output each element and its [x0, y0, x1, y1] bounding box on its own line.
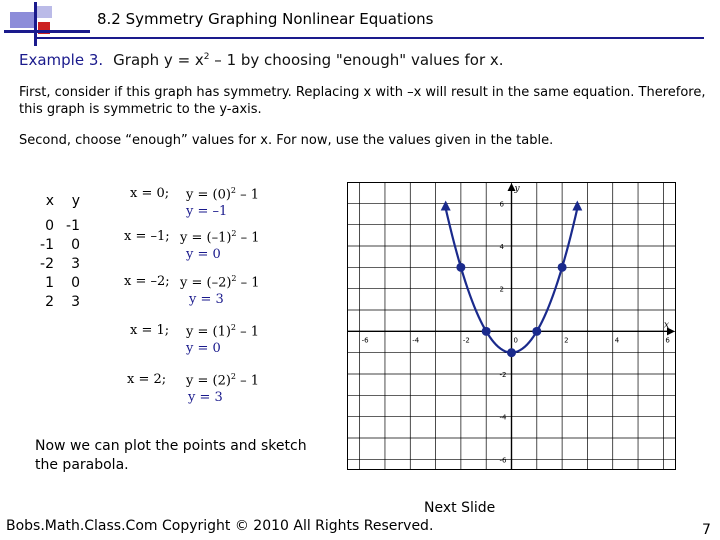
table-row: [28, 236, 80, 255]
y-tick-label: 2: [499, 285, 504, 294]
work-exponent: 2: [231, 229, 237, 238]
x-tick-label: 6: [665, 336, 670, 345]
work-equation: [186, 186, 259, 202]
parabola-graph: [347, 182, 676, 470]
plotted-point: [507, 348, 516, 357]
table-header-row: [28, 192, 80, 211]
table-header-x: x: [45, 193, 54, 209]
work-substitution: [124, 274, 170, 289]
work-equation: [180, 274, 260, 290]
work-equation-tail: – 1: [236, 324, 260, 340]
table-cell-x: -1: [40, 237, 54, 253]
next-slide-link[interactable]: Next Slide: [424, 500, 496, 516]
copyright-footer: Bobs.Math.Class.Com Copyright © 2010 All Rights Reserved.: [6, 518, 434, 534]
work-equation-base: y = (2): [186, 373, 231, 389]
y-tick-label: -4: [499, 413, 507, 422]
plot-note: Now we can plot the points and sketch the parabola.: [35, 438, 307, 473]
work-equation-base: y = (1): [186, 324, 231, 340]
values-paragraph: Second, choose “enough” values for x. For now, use the values given in the table.: [19, 133, 554, 148]
work-equation-tail: – 1: [236, 275, 260, 291]
plotted-point: [456, 263, 465, 272]
title-divider: [36, 37, 704, 39]
work-substitution: [127, 372, 166, 387]
curve-arrow-icon: [572, 200, 582, 210]
page-number: 7: [702, 522, 711, 538]
work-exponent: 2: [231, 274, 237, 283]
work-x-value: x = –1;: [124, 229, 170, 244]
y-tick-label: 6: [499, 200, 504, 209]
work-exponent: 2: [230, 372, 237, 381]
example-heading: [19, 51, 504, 69]
work-equation: [180, 229, 260, 245]
y-tick-label: 4: [499, 243, 504, 251]
y-tick-label: -2: [499, 371, 507, 379]
x-tick-label: 0: [513, 336, 518, 345]
plotted-point: [558, 263, 567, 272]
table-cell-y: 0: [71, 237, 80, 253]
work-result-value: y = –1: [186, 204, 228, 219]
table-header-y: y: [71, 193, 80, 209]
work-result: [188, 390, 223, 405]
work-result-value: y = 3: [188, 390, 223, 405]
y-tick-label: -6: [499, 456, 507, 465]
work-x-value: x = –2;: [124, 274, 170, 289]
table-row: [28, 293, 80, 312]
work-result: [186, 247, 221, 262]
curve-arrow-icon: [441, 200, 451, 210]
x-tick-label: 4: [614, 336, 620, 345]
table-cell-x: -2: [40, 256, 54, 272]
work-substitution: [130, 323, 169, 338]
example-label: Example 3.: [19, 51, 104, 69]
work-result-value: y = 0: [186, 247, 221, 262]
x-tick-label: -2: [462, 336, 470, 345]
work-x-value: x = 2;: [127, 372, 167, 387]
work-exponent: 2: [230, 323, 237, 332]
work-equation-base: y = (0): [186, 187, 231, 203]
x-tick-label: -4: [412, 336, 420, 345]
example-text-b: – 1 by choosing "enough" values for x.: [209, 51, 504, 69]
table-row: [28, 274, 80, 293]
table-cell-x: 1: [45, 275, 54, 291]
table-row: [28, 217, 80, 236]
symmetry-paragraph: First, consider if this graph has symmetry. Replacing x with –x will result in the same equation. Therefore, this graph is symmetric to the y-axis.: [19, 85, 706, 117]
work-equation: [186, 323, 259, 339]
slide-logo: [0, 0, 90, 50]
table-cell-y: 3: [71, 256, 80, 272]
work-equation-base: y = (–2): [180, 275, 232, 291]
example-exponent: 2: [203, 52, 210, 62]
work-equation: [186, 372, 259, 388]
table-cell-y: 3: [71, 294, 80, 310]
y-axis-label: y: [514, 184, 520, 194]
example-text-a: Graph y = x: [113, 51, 204, 69]
work-result-value: y = 0: [186, 341, 221, 356]
table-cell-x: 2: [45, 294, 54, 310]
work-substitution: [124, 229, 170, 244]
work-substitution: [130, 186, 169, 201]
x-axis-label: x: [664, 320, 670, 331]
work-result: [189, 292, 224, 307]
work-exponent: 2: [230, 186, 237, 195]
work-result-value: y = 3: [189, 292, 224, 307]
work-x-value: x = 1;: [130, 323, 170, 338]
table-cell-y: 0: [71, 275, 80, 291]
work-result: [186, 341, 221, 356]
page-title: 8.2 Symmetry Graphing Nonlinear Equations: [97, 10, 434, 28]
work-x-value: x = 0;: [130, 186, 170, 201]
work-equation-tail: – 1: [236, 230, 260, 246]
table-cell-y: -1: [66, 218, 80, 234]
work-equation-base: y = (–1): [180, 230, 232, 246]
table-cell-x: 0: [45, 218, 54, 234]
work-result: [186, 204, 227, 219]
work-equation-tail: – 1: [236, 373, 260, 389]
x-tick-label: -6: [361, 336, 369, 345]
plotted-point: [482, 327, 491, 336]
table-row: [28, 255, 80, 274]
x-tick-label: 2: [564, 336, 569, 345]
plotted-point: [532, 327, 541, 336]
work-equation-tail: – 1: [236, 187, 260, 203]
xy-table: [28, 192, 80, 312]
